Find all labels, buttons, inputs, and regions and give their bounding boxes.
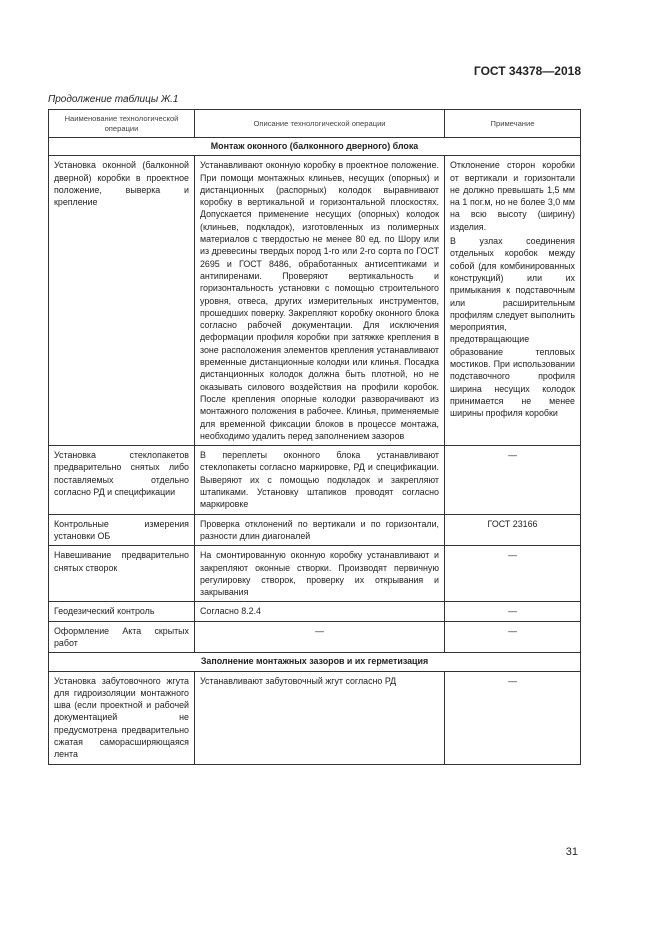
operation-name: Установка оконной (балконной дверной) коробки в проектное положение, выверка и крепление (49, 156, 195, 446)
column-header-note: Примечание (445, 110, 581, 138)
table-row (49, 446, 581, 514)
operation-note: — (445, 602, 581, 621)
document-code: ГОСТ 34378—2018 (473, 64, 581, 78)
operation-description: В переплеты оконного блока устанавливают стеклопакеты согласно маркировке, РД и спецификации. Выверяют их с помощью подкладок и закрепляют штапиками. Установку штапиков проводят согласно маркировке (195, 446, 445, 514)
table-row (49, 546, 581, 602)
operation-description: На смонтированную оконную коробку устанавливают и закрепляют оконные створки. Производят первичную регулировку створок, проверку их открывания и закрывания (195, 546, 445, 602)
table-row (49, 602, 581, 621)
operation-name: Оформление Акта скрытых работ (49, 621, 195, 653)
table-row (49, 156, 581, 446)
operation-note: — (445, 546, 581, 602)
table-header-row (49, 110, 581, 138)
section-title: Заполнение монтажных зазоров и их герметизация (49, 653, 581, 671)
operation-description: — (195, 621, 445, 653)
page-number: 31 (565, 846, 578, 858)
section-row (49, 653, 581, 671)
column-header-description: Описание технологической операции (195, 110, 445, 138)
column-header-name: Наименование технологической операции (49, 110, 195, 138)
operation-note: — (445, 446, 581, 514)
operation-description: Согласно 8.2.4 (195, 602, 445, 621)
note-paragraph: Отклонение сторон коробки от вертикали и горизонтали не должно превышать 1,5 мм на 1 пог.м, но не более 3,0 мм на всю высоту (ширину) изделия. (450, 160, 575, 232)
operation-name: Контрольные измерения установки ОБ (49, 514, 195, 546)
table-caption: Продолжение таблицы Ж.1 (48, 94, 179, 105)
section-row (49, 138, 581, 156)
operation-name: Установка стеклопакетов предварительно снятых либо поставляемых отдельно согласно РД и спецификации (49, 446, 195, 514)
operation-name: Навешивание предварительно снятых створок (49, 546, 195, 602)
section-title: Монтаж оконного (балконного дверного) блока (49, 138, 581, 156)
table-row (49, 671, 581, 764)
table-row (49, 621, 581, 653)
operation-description: Устанавливают оконную коробку в проектное положение. При помощи монтажных клиньев, несущих (опорных) и дистанционных (распорных) колодок выравнивают коробку в вертикальной и горизонтальной плоскостях. Допускается применение несущих (опорных) колодок (клиньев, подкладок), изготовленных из полимерных материалов с твердостью не менее 80 ед. по Шору или из древесины твердых пород 1-го или 2-го сорта по ГОСТ 2695 и ГОСТ 8486, обработанных антисептиками и антипиренами. Проверяют вертикальность и горизонтальность установки с помощью строительного уровня, отвеса, других измерительных инструментов, прошедших поверку. Закрепляют коробку оконного блока согласно рабочей документации. Для исключения деформации профиля коробки при затяжке крепления в зоне расположения элементов крепления устанавливают временные дистанционные колодки или клинья. Посадка дистанционных колодок должна быть плотной, но не оказывать силового воздействия на профили коробок. После крепления опорные колодки разворачивают из монтажного положения в рабочее. Клинья, применяемые для временной фиксации блоков в процессе монтажа, необходимо удалить перед заполнением зазоров (195, 156, 445, 446)
operation-note: — (445, 621, 581, 653)
table-row (49, 514, 581, 546)
operation-note: — (445, 671, 581, 764)
operation-note: ГОСТ 23166 (445, 514, 581, 546)
operation-description: Устанавливают забутовочный жгут согласно РД (195, 671, 445, 764)
operation-description: Проверка отклонений по вертикали и по горизонтали, разности длин диагоналей (195, 514, 445, 546)
operation-note (445, 156, 581, 446)
operation-name: Установка забутовочного жгута для гидроизоляции монтажного шва (если проектной и рабочей документацией не предусмотрена предварительно сжатая саморасширяющаяся лента (49, 671, 195, 764)
operations-table (48, 109, 581, 765)
note-paragraph: В узлах соединения отдельных коробок между собой (для комбинированных конструкций) или их примыкания к подставочным или расширительным профилям следует выполнить мероприятия, предотвращающие образование тепловых мостиков. При использовании подставочного профиля ширина несущих колодок принимается не менее ширины профиля коробки (450, 236, 575, 419)
operation-name: Геодезический контроль (49, 602, 195, 621)
